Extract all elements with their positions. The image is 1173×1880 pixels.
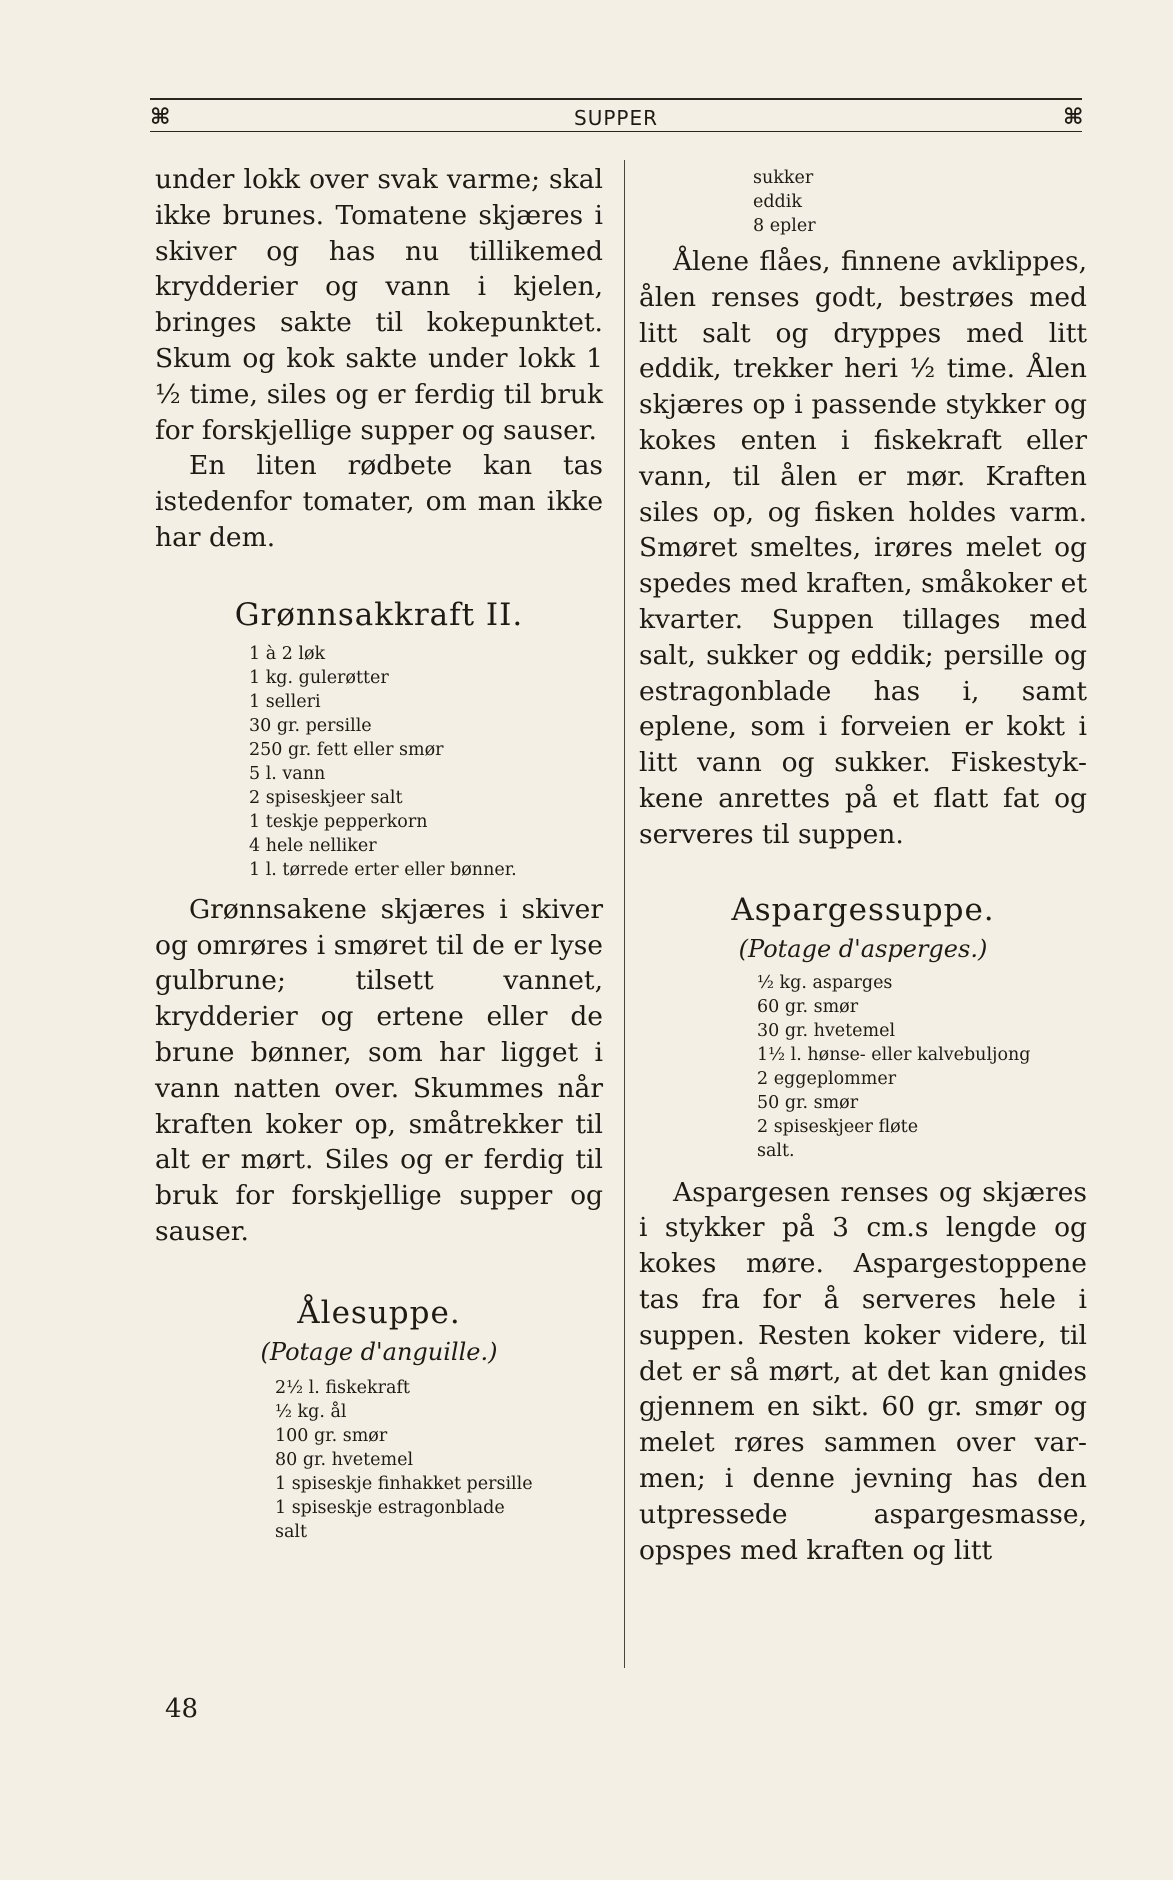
ingredient: 60 gr. smør — [757, 996, 859, 1017]
ingredient: 30 gr. persille — [249, 715, 372, 736]
ingredient: 1 spiseskje estragonblade — [275, 1497, 505, 1518]
ingredient: 100 gr. smør — [275, 1425, 388, 1446]
ingredient-list — [275, 1376, 603, 1544]
recipe-title: Aspargessuppe. — [731, 891, 995, 928]
paragraph: under lokk over svak varme; skal ikke brunes. Tomatene skjæres i skiver og has nu tillikemed krydderier og vann i kjelen, bringes sakte til kokepunktet. Skum og kok sakte under lokk 1 ½ time, siles og er ferdig til bruk for forskjellige supper og sauser. — [155, 164, 603, 446]
ingredient: sukker — [753, 168, 814, 188]
recipe-subtitle: (Potage d'asperges.) — [738, 934, 988, 963]
ingredient: 2 spiseskjeer fløte — [757, 1116, 919, 1137]
ingredient: 1½ l. hønse- eller kalvebuljong — [757, 1044, 1031, 1065]
ingredient: 4 hele nelliker — [249, 835, 377, 856]
column-divider — [624, 160, 625, 1668]
ingredient: 2½ l. fiskekraft — [275, 1377, 410, 1398]
recipe-title: Grønnsakkraft II. — [234, 596, 524, 633]
recipe-subtitle: (Potage d'anguille.) — [260, 1337, 498, 1366]
header-ornament-right: ⌘ — [1063, 104, 1084, 130]
paragraph: Grønnsakene skjæres i skiver og omrøres i smøret til de er lyse gulbrune; tilsett vannet, krydderier og ertene eller de brune bønner, som har ligget i vann natten over. Skummes når kraften koker op, småtrekker til alt er mørt. Siles og er ferdig til bruk for forskjellige supper og sauser. — [155, 893, 603, 1247]
ingredient: 1 l. tørrede erter eller bønner. — [249, 859, 517, 880]
ingredient: ½ kg. ål — [275, 1401, 347, 1422]
ingredient: 2 spiseskjeer salt — [249, 787, 403, 808]
ingredient: 250 gr. fett eller smør — [249, 739, 444, 760]
ingredient-list — [757, 971, 1087, 1163]
ingredient-list — [753, 166, 1087, 238]
ingredient: 50 gr. smør — [757, 1092, 859, 1113]
paragraph: Aspargesen renses og skjæres i stykker på 3 cm.s lengde og kokes møre. Aspargestoppene tas fra for å serveres hele i suppen. Resten koker videre, til det er så mørt, at det kan gnides gjennem en sikt. 60 gr. smør og melet røres sammen over varmen; i denne jevning has den utpressede aspargesmasse, opspes med kraften og litt — [639, 1176, 1087, 1566]
left-column — [155, 162, 603, 1544]
running-header: SUPPER — [574, 106, 658, 130]
ingredient: 1 selleri — [249, 691, 321, 712]
ingredient: 2 eggeplommer — [757, 1068, 897, 1089]
ingredient-list — [249, 642, 603, 882]
paragraph: Ålene flåes, finnene avklippes, ålen renses godt, bestrøes med litt salt og dryppes med litt eddik, trekker heri ½ time. Ålen skjæres op i passende stykker og kokes enten i fiskekraft eller vann, til ålen er mør. Kraften siles op, og fisken holdes varm. Smøret smeltes, irøres melet og spedes med kraften, småkoker et kvarter. Suppen tillages med salt, sukker og eddik; persille og estragonblade has i, samt eplene, som i forveien er kokt i litt vann og sukker. Fiskestykkene anrettes på et flatt fat og serveres til suppen. — [639, 246, 1087, 850]
ingredient: 1 kg. gulerøtter — [249, 667, 389, 688]
ingredient: 1 spiseskje finhakket persille — [275, 1473, 533, 1494]
ingredient: 80 gr. hvetemel — [275, 1449, 414, 1470]
header-ornament-left: ⌘ — [150, 104, 171, 130]
ingredient: 5 l. vann — [249, 763, 326, 784]
recipe-title: Ålesuppe. — [297, 1294, 461, 1331]
right-column — [639, 162, 1087, 1568]
ingredient: 1 teskje pepperkorn — [249, 811, 428, 832]
ingredient: ½ kg. asparges — [757, 972, 893, 993]
ingredient: eddik — [753, 192, 802, 212]
header-rule-bottom — [150, 131, 1082, 132]
ingredient: 30 gr. hvetemel — [757, 1020, 896, 1041]
ingredient: salt — [275, 1521, 308, 1542]
ingredient: salt. — [757, 1140, 795, 1161]
ingredient: 8 epler — [753, 216, 816, 236]
header-rule-top — [150, 98, 1082, 100]
ingredient: 1 à 2 løk — [249, 643, 326, 664]
page-number: 48 — [165, 1694, 199, 1724]
paragraph: En liten rødbete kan tas istedenfor tomater, om man ikke har dem. — [155, 450, 603, 553]
